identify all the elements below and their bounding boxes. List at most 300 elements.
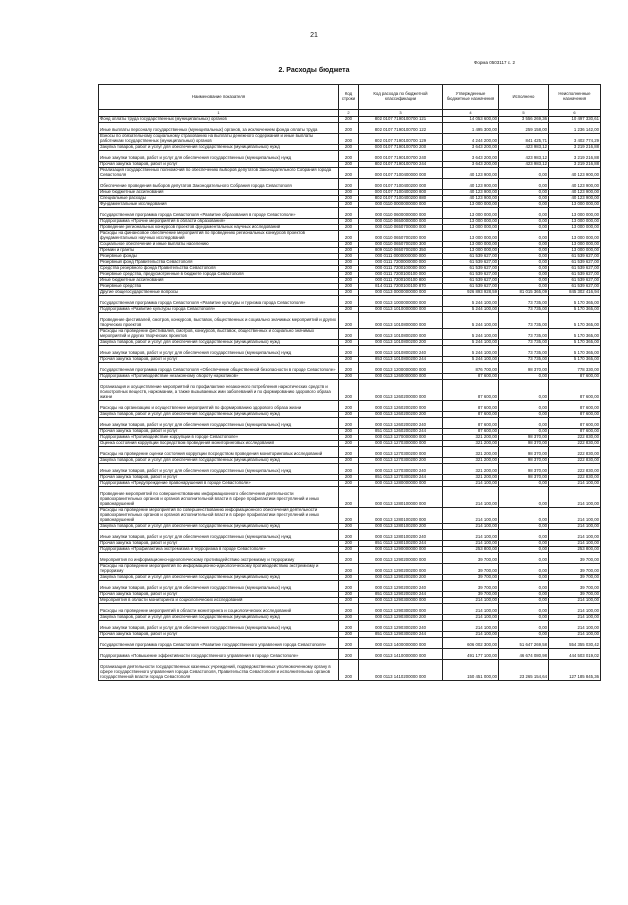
row-executed: 0,00 — [499, 401, 549, 412]
row-line-code: 200 — [339, 219, 359, 225]
row-approved: 13 000 000,00 — [443, 202, 499, 208]
row-name: Проведение фестивалей, смотров, конкурсов, выставок, общественных и социально значимых мероприятий и других творческих проектов — [99, 313, 339, 329]
row-classification-code: 000 0110 0650000000 000 — [359, 219, 443, 225]
row-executed: 0,00 — [499, 481, 549, 487]
table-row — [99, 581, 601, 592]
row-line-code: 200 — [339, 329, 359, 340]
row-name: Иные выплаты персоналу государственных (муниципальных) органов, за исключением фонда оплаты труда — [99, 123, 339, 134]
row-unexecuted: 444 503 019,02 — [549, 649, 601, 660]
row-executed: 51 647 269,58 — [499, 638, 549, 649]
row-approved: 321 200,00 — [443, 464, 499, 475]
row-classification-code: 000 0110 0650700000 000 — [359, 225, 443, 231]
row-approved: 3 643 200,00 — [443, 145, 499, 151]
row-executed: 0,00 — [499, 487, 549, 508]
column-number: 5 — [499, 110, 549, 117]
row-name: Расходы на проведение мероприятий по информационно-идеологическому противодействию экстремизму и терроризму — [99, 564, 339, 575]
row-name: Обеспечение проведения выборов депутатов Законодательного Собрания города Севастополя — [99, 179, 339, 190]
row-line-code: 200 — [339, 592, 359, 598]
row-unexecuted: 87 600,00 — [549, 401, 601, 412]
table-row — [99, 418, 601, 429]
row-line-code: 200 — [339, 296, 359, 307]
row-approved: 13 000 000,00 — [443, 231, 499, 242]
row-executed: 46 674 080,98 — [499, 649, 549, 660]
row-unexecuted: 61 539 627,00 — [549, 260, 601, 266]
row-unexecuted: 13 000 000,00 — [549, 242, 601, 248]
row-line-code: 200 — [339, 441, 359, 447]
row-approved: 876 700,00 — [443, 363, 499, 374]
row-approved: 13 000 000,00 — [443, 219, 499, 225]
row-approved: 87 600,00 — [443, 401, 499, 412]
row-executed: 0,00 — [499, 272, 549, 278]
table-row — [99, 660, 601, 681]
row-executed: 98 370,00 — [499, 475, 549, 481]
row-unexecuted: 61 539 627,00 — [549, 278, 601, 284]
row-classification-code: 802 0107 7190100700 121 — [359, 117, 443, 123]
header-approved: Утвержденные бюджетные назначения — [443, 85, 499, 110]
section-title: 2. Расходы бюджета — [278, 67, 350, 74]
row-approved: 39 700,00 — [443, 553, 499, 564]
row-approved: 214 100,00 — [443, 598, 499, 604]
row-unexecuted: 214 100,00 — [549, 621, 601, 632]
row-name: Социальное обеспечение и иные выплаты населению — [99, 242, 339, 248]
row-unexecuted: 778 330,00 — [549, 363, 601, 374]
row-line-code: 200 — [339, 357, 359, 363]
row-line-code: 200 — [339, 524, 359, 530]
row-classification-code: 814 0111 7200100100 870 — [359, 284, 443, 290]
table-header-row — [99, 85, 601, 110]
row-line-code: 200 — [339, 231, 359, 242]
column-number: 3 — [359, 110, 443, 117]
row-approved: 61 539 627,00 — [443, 266, 499, 272]
header-classification-code: Код расхода по бюджетной классификации — [359, 85, 443, 110]
row-classification-code: 000 0110 0000000000 000 — [359, 202, 443, 208]
row-classification-code: 000 0113 1270300200 200 — [359, 458, 443, 464]
row-unexecuted: 87 600,00 — [549, 380, 601, 401]
row-approved: 87 600,00 — [443, 380, 499, 401]
row-line-code: 200 — [339, 615, 359, 621]
row-classification-code: 000 0107 7100400200 800 — [359, 190, 443, 196]
row-line-code: 200 — [339, 266, 359, 272]
row-classification-code: 000 0113 0000000000 000 — [359, 290, 443, 296]
row-name: Взносы по обязательному социальному страхованию на выплаты денежного содержания и иные выплаты работникам государственных (муниципальных) органов — [99, 134, 339, 145]
row-line-code: 200 — [339, 604, 359, 615]
row-line-code: 200 — [339, 447, 359, 458]
row-name: Подпрограмма «Развитие культуры города Севастополя» — [99, 307, 339, 313]
table-row — [99, 346, 601, 357]
table-row — [99, 329, 601, 340]
row-executed: 0,00 — [499, 541, 549, 547]
row-name: Государственная программа города Севастополя «Развитие государственного управления города Севастополя» — [99, 638, 339, 649]
row-unexecuted: 222 830,00 — [549, 435, 601, 441]
row-approved: 321 200,00 — [443, 435, 499, 441]
row-classification-code: 000 0107 7190100700 240 — [359, 151, 443, 162]
row-approved: 214 100,00 — [443, 530, 499, 541]
row-line-code: 200 — [339, 254, 359, 260]
row-classification-code: 000 0113 1010800200 000 — [359, 329, 443, 340]
row-executed: 0,00 — [499, 208, 549, 219]
row-approved: 40 123 900,00 — [443, 190, 499, 196]
row-line-code: 200 — [339, 340, 359, 346]
row-approved: 214 100,00 — [443, 632, 499, 638]
row-executed: 73 735,00 — [499, 296, 549, 307]
row-classification-code: 000 0111 7200100000 000 — [359, 266, 443, 272]
row-approved: 61 539 627,00 — [443, 254, 499, 260]
row-unexecuted: 87 600,00 — [549, 418, 601, 429]
row-unexecuted: 13 000 000,00 — [549, 248, 601, 254]
row-approved: 40 123 900,00 — [443, 168, 499, 179]
row-approved: 5 244 100,00 — [443, 313, 499, 329]
row-approved: 214 100,00 — [443, 524, 499, 530]
row-approved: 214 100,00 — [443, 615, 499, 621]
header-indicator-name: Наименование показателя — [99, 85, 339, 110]
row-executed: 0,00 — [499, 190, 549, 196]
form-label: Форма 0503117 с. 2 — [474, 60, 515, 65]
row-approved: 4 244 200,00 — [443, 134, 499, 145]
row-line-code: 200 — [339, 547, 359, 553]
row-approved: 13 000 000,00 — [443, 248, 499, 254]
row-classification-code: 000 0107 7100400000 000 — [359, 168, 443, 179]
row-name: Прочая закупка товаров, работ и услуг — [99, 475, 339, 481]
row-unexecuted: 554 355 030,42 — [549, 638, 601, 649]
row-line-code: 200 — [339, 363, 359, 374]
row-executed: 0,00 — [499, 266, 549, 272]
row-name: Фундаментальные исследования — [99, 202, 339, 208]
row-classification-code: 000 0111 7200100100 800 — [359, 278, 443, 284]
table-row — [99, 508, 601, 524]
row-line-code: 200 — [339, 196, 359, 202]
row-line-code: 200 — [339, 346, 359, 357]
row-unexecuted: 845 302 416,94 — [549, 290, 601, 296]
table-row — [99, 168, 601, 179]
row-name: Резервные фонды — [99, 254, 339, 260]
row-unexecuted: 222 830,00 — [549, 475, 601, 481]
table-row — [99, 145, 601, 151]
row-line-code: 200 — [339, 145, 359, 151]
row-name: Проведение мероприятий по совершенствованию информационного обеспечения деятельности правоохранительных органов и органов исполнительной власти в сфере профилактики преступлений и иных правонарушений — [99, 487, 339, 508]
row-unexecuted: 214 100,00 — [549, 604, 601, 615]
row-classification-code: 000 0113 1290200200 240 — [359, 581, 443, 592]
row-unexecuted: 39 700,00 — [549, 564, 601, 575]
row-line-code: 200 — [339, 117, 359, 123]
row-classification-code: 000 0113 1260000000 000 — [359, 374, 443, 380]
row-line-code: 200 — [339, 541, 359, 547]
row-line-code: 200 — [339, 435, 359, 441]
row-classification-code: 000 0113 1200000000 000 — [359, 363, 443, 374]
row-classification-code: 000 0113 1280000000 000 — [359, 481, 443, 487]
row-name: Иные закупки товаров, работ и услуг для обеспечения государственных (муниципальных) нужд — [99, 464, 339, 475]
row-executed: 0,00 — [499, 412, 549, 418]
row-approved: 5 244 100,00 — [443, 329, 499, 340]
row-unexecuted: 61 539 627,00 — [549, 266, 601, 272]
row-executed: 98 370,00 — [499, 363, 549, 374]
row-name: Закупка товаров, работ и услуг для обеспечения государственных (муниципальных) нужд — [99, 340, 339, 346]
row-approved: 253 800,00 — [443, 547, 499, 553]
row-line-code: 200 — [339, 307, 359, 313]
row-classification-code: 000 0113 1410000000 000 — [359, 649, 443, 660]
row-classification-code: 000 0113 1290200200 200 — [359, 575, 443, 581]
row-unexecuted: 1 236 142,00 — [549, 123, 601, 134]
row-name: Иные бюджетные ассигнования — [99, 190, 339, 196]
table-row — [99, 447, 601, 458]
row-approved: 1 495 300,00 — [443, 123, 499, 134]
row-classification-code: 000 0111 7200000000 000 — [359, 260, 443, 266]
row-classification-code: 851 0113 1280100200 244 — [359, 541, 443, 547]
row-line-code: 200 — [339, 168, 359, 179]
row-classification-code: 000 0113 1400000000 000 — [359, 638, 443, 649]
row-executed: 0,00 — [499, 553, 549, 564]
row-classification-code: 851 0113 1270300200 244 — [359, 475, 443, 481]
row-line-code: 200 — [339, 475, 359, 481]
row-unexecuted: 13 000 000,00 — [549, 202, 601, 208]
row-classification-code: 000 0110 0650700200 000 — [359, 231, 443, 242]
row-line-code: 200 — [339, 290, 359, 296]
row-approved: 40 123 900,00 — [443, 179, 499, 190]
row-name: Проведение региональных конкурсов проектов фундаментальных научных исследований — [99, 225, 339, 231]
row-classification-code: 809 0110 0650700200 350 — [359, 248, 443, 254]
row-unexecuted: 253 800,00 — [549, 547, 601, 553]
row-name: Подпрограмма «Противодействие коррупции в городе Севастополе» — [99, 435, 339, 441]
row-approved: 14 053 600,00 — [443, 117, 499, 123]
row-approved: 3 643 200,00 — [443, 151, 499, 162]
row-name: Резервные средства — [99, 284, 339, 290]
row-executed: 0,00 — [499, 196, 549, 202]
row-unexecuted: 214 100,00 — [549, 598, 601, 604]
row-approved: 87 600,00 — [443, 429, 499, 435]
row-executed: 98 370,00 — [499, 441, 549, 447]
table-row — [99, 401, 601, 412]
row-classification-code: 802 0107 7190100700 129 — [359, 134, 443, 145]
row-executed: 841 425,71 — [499, 134, 549, 145]
row-executed: 0,00 — [499, 278, 549, 284]
row-classification-code: 000 0113 1280100200 000 — [359, 508, 443, 524]
row-approved: 13 000 000,00 — [443, 242, 499, 248]
row-name: Премии и гранты — [99, 248, 339, 254]
row-executed: 0,00 — [499, 380, 549, 401]
row-approved: 214 100,00 — [443, 481, 499, 487]
row-line-code: 200 — [339, 581, 359, 592]
row-approved: 5 244 100,00 — [443, 346, 499, 357]
row-approved: 87 600,00 — [443, 418, 499, 429]
row-classification-code: 853 0113 1010800200 244 — [359, 357, 443, 363]
row-executed: 73 735,00 — [499, 340, 549, 346]
row-executed: 0,00 — [499, 168, 549, 179]
row-classification-code: 000 0113 1010800000 000 — [359, 313, 443, 329]
row-unexecuted: 61 539 627,00 — [549, 284, 601, 290]
row-name: Прочая закупка товаров, работ и услуг — [99, 541, 339, 547]
row-approved: 61 539 627,00 — [443, 278, 499, 284]
row-approved: 214 100,00 — [443, 621, 499, 632]
row-classification-code: 000 0113 1010800200 240 — [359, 346, 443, 357]
row-unexecuted: 13 000 000,00 — [549, 219, 601, 225]
row-executed: 0,00 — [499, 615, 549, 621]
row-approved: 13 000 000,00 — [443, 225, 499, 231]
row-approved: 5 244 100,00 — [443, 357, 499, 363]
row-unexecuted: 5 170 365,00 — [549, 313, 601, 329]
row-executed: 0,00 — [499, 530, 549, 541]
header-unexecuted: Неисполненные назначения — [549, 85, 601, 110]
row-unexecuted: 5 170 365,00 — [549, 357, 601, 363]
row-unexecuted: 40 123 900,00 — [549, 168, 601, 179]
row-executed: 98 370,00 — [499, 435, 549, 441]
row-classification-code: 000 0113 1260200200 000 — [359, 401, 443, 412]
table-row — [99, 530, 601, 541]
row-unexecuted: 61 539 627,00 — [549, 272, 601, 278]
row-executed: 0,00 — [499, 429, 549, 435]
table-row — [99, 313, 601, 329]
row-classification-code: 000 0111 0000000000 000 — [359, 254, 443, 260]
column-number: 4 — [443, 110, 499, 117]
row-name: Закупка товаров, работ и услуг для обеспечения государственных (муниципальных) нужд — [99, 412, 339, 418]
row-name: Закупка товаров, работ и услуг для обеспечения государственных (муниципальных) нужд — [99, 615, 339, 621]
row-executed: 0,00 — [499, 581, 549, 592]
row-name: Закупка товаров, работ и услуг для обеспечения государственных (муниципальных) нужд — [99, 458, 339, 464]
row-classification-code: 851 0113 1290300200 244 — [359, 632, 443, 638]
row-executed: 73 735,00 — [499, 329, 549, 340]
row-name: Организация и осуществление мероприятий по профилактике незаконного потребления наркотических средств и психотропных веществ, наркомании, а также вызываемых ими заболеваний и по формированию здорового образа жизни — [99, 380, 339, 401]
row-name: Расходы на проведение фестивалей, смотров, конкурсов, выставок, общественных и социально значимых мероприятий и других творческих проектов — [99, 329, 339, 340]
row-unexecuted: 222 830,00 — [549, 458, 601, 464]
table-row — [99, 380, 601, 401]
row-approved: 321 200,00 — [443, 475, 499, 481]
row-classification-code: 802 0107 7190100700 122 — [359, 123, 443, 134]
row-name: Иные закупки товаров, работ и услуг для обеспечения государственных (муниципальных) нужд — [99, 151, 339, 162]
row-unexecuted: 214 100,00 — [549, 481, 601, 487]
row-name: Подпрограмма «Повышение эффективности государственного управления в городе Севастополе» — [99, 649, 339, 660]
row-line-code: 200 — [339, 598, 359, 604]
row-name: Реализация государственных полномочий по обеспечению выборов депутатов Законодательного Собрания города Севастополя — [99, 168, 339, 179]
table-row — [99, 487, 601, 508]
row-executed: 0,00 — [499, 598, 549, 604]
row-name: Государственная программа города Севастополя «Развитие культуры и туризма города Севастополя» — [99, 296, 339, 307]
table-row — [99, 604, 601, 615]
row-line-code: 200 — [339, 151, 359, 162]
row-unexecuted: 5 170 365,00 — [549, 329, 601, 340]
row-executed: 0,00 — [499, 179, 549, 190]
row-line-code: 200 — [339, 481, 359, 487]
row-line-code: 200 — [339, 162, 359, 168]
header-line-code: Код строки — [339, 85, 359, 110]
row-name: Организация деятельности государственных казенных учреждений, подведомственных уполномоченному органу в сфере государственного управления города Севастополя, Правительства Севастополя и исполнительных органов государственной власти города Севастополя — [99, 660, 339, 681]
row-unexecuted: 87 600,00 — [549, 429, 601, 435]
row-approved: 39 700,00 — [443, 575, 499, 581]
row-executed: 423 983,12 — [499, 162, 549, 168]
row-name: Прочая закупка товаров, работ и услуг — [99, 632, 339, 638]
table-row — [99, 553, 601, 564]
row-name: Государственная программа города Севастополя «Развитие образования в городе Севастополе» — [99, 208, 339, 219]
row-name: Прочая закупка товаров, работ и услуг — [99, 162, 339, 168]
row-classification-code: 000 0113 1280100200 240 — [359, 530, 443, 541]
table-row — [99, 464, 601, 475]
row-classification-code: 000 0113 1280100200 200 — [359, 524, 443, 530]
row-line-code: 200 — [339, 123, 359, 134]
row-name: Закупка товаров, работ и услуг для обеспечения государственных (муниципальных) нужд — [99, 524, 339, 530]
row-classification-code: 000 0113 1290300000 000 — [359, 598, 443, 604]
row-executed: 0,00 — [499, 524, 549, 530]
row-line-code: 200 — [339, 508, 359, 524]
row-approved: 5 244 100,00 — [443, 340, 499, 346]
row-name: Расходы на проведение мероприятий по совершенствованию информационного обеспечения деятельности правоохранительных органов и органов исполнительной власти в сфере профилактики преступлений и иных правонарушений — [99, 508, 339, 524]
row-unexecuted: 40 123 900,00 — [549, 196, 601, 202]
row-name: Мероприятия в области мониторинга и социологических исследований — [99, 598, 339, 604]
row-line-code: 200 — [339, 374, 359, 380]
row-approved: 39 700,00 — [443, 581, 499, 592]
header-executed: Исполнено — [499, 85, 549, 110]
row-unexecuted: 222 830,00 — [549, 464, 601, 475]
row-name: Расходы на организацию и осуществление мероприятий по формированию здорового образа жизни — [99, 401, 339, 412]
row-name: Расходы на финансовое обеспечение мероприятий по проведению региональных конкурсов проектов фундаментальных научных исследований — [99, 231, 339, 242]
row-line-code: 200 — [339, 278, 359, 284]
row-executed: 0,00 — [499, 260, 549, 266]
row-approved: 150 451 000,00 — [443, 660, 499, 681]
row-line-code: 200 — [339, 487, 359, 508]
row-approved: 214 100,00 — [443, 541, 499, 547]
row-approved: 61 539 627,00 — [443, 260, 499, 266]
row-classification-code: 000 0107 7190100700 200 — [359, 145, 443, 151]
row-approved: 61 539 627,00 — [443, 272, 499, 278]
row-executed: 0,00 — [499, 604, 549, 615]
row-line-code: 200 — [339, 564, 359, 575]
row-executed: 98 370,00 — [499, 464, 549, 475]
row-line-code: 200 — [339, 248, 359, 254]
row-name: Другие общегосударственные вопросы — [99, 290, 339, 296]
column-number-row — [99, 110, 601, 117]
table-row — [99, 117, 601, 123]
row-unexecuted: 39 700,00 — [549, 581, 601, 592]
row-executed: 81 015 365,09 — [499, 290, 549, 296]
row-unexecuted: 61 539 627,00 — [549, 254, 601, 260]
row-name: Закупка товаров, работ и услуг для обеспечения государственных (муниципальных) нужд — [99, 575, 339, 581]
row-classification-code: 000 0113 1260200200 240 — [359, 418, 443, 429]
row-line-code: 200 — [339, 458, 359, 464]
table-row — [99, 290, 601, 296]
row-executed: 0,00 — [499, 284, 549, 290]
table-row — [99, 151, 601, 162]
row-classification-code: 851 0113 1290200200 244 — [359, 592, 443, 598]
row-name: Резервные средства, предусмотренные в бюджете города Севастополя — [99, 272, 339, 278]
table-row — [99, 649, 601, 660]
row-approved: 5 244 100,00 — [443, 307, 499, 313]
row-classification-code: 000 0113 1260200000 000 — [359, 380, 443, 401]
row-executed: 98 370,00 — [499, 458, 549, 464]
row-classification-code: 000 0113 1270300200 240 — [359, 464, 443, 475]
row-line-code: 200 — [339, 621, 359, 632]
row-unexecuted: 3 219 216,88 — [549, 162, 601, 168]
row-classification-code: 000 0110 0650700200 300 — [359, 242, 443, 248]
row-unexecuted: 5 170 365,00 — [549, 346, 601, 357]
row-line-code: 200 — [339, 179, 359, 190]
expenditure-table — [98, 84, 601, 681]
row-name: Закупка товаров, работ и услуг для обеспечения государственных (муниципальных) нужд — [99, 145, 339, 151]
row-unexecuted: 214 100,00 — [549, 524, 601, 530]
row-executed: 259 158,00 — [499, 123, 549, 134]
row-executed: 73 735,00 — [499, 346, 549, 357]
row-unexecuted: 3 219 216,88 — [549, 145, 601, 151]
row-approved: 3 643 200,00 — [443, 162, 499, 168]
table-row — [99, 621, 601, 632]
row-executed: 0,00 — [499, 418, 549, 429]
row-name: Расходы на проведение оценки состояния коррупции посредством проведения мониторинговых исследований — [99, 447, 339, 458]
row-executed: 0,00 — [499, 592, 549, 598]
row-classification-code: 000 0113 1270300200 000 — [359, 447, 443, 458]
row-line-code: 200 — [339, 429, 359, 435]
row-name: Фонд оплаты труда государственных (муниципальных) органов — [99, 117, 339, 123]
row-unexecuted: 214 100,00 — [549, 632, 601, 638]
row-approved: 321 200,00 — [443, 458, 499, 464]
row-unexecuted: 5 170 365,00 — [549, 296, 601, 307]
row-classification-code: 802 0107 7190100700 244 — [359, 162, 443, 168]
row-approved: 13 000 000,00 — [443, 208, 499, 219]
table-row — [99, 162, 601, 168]
